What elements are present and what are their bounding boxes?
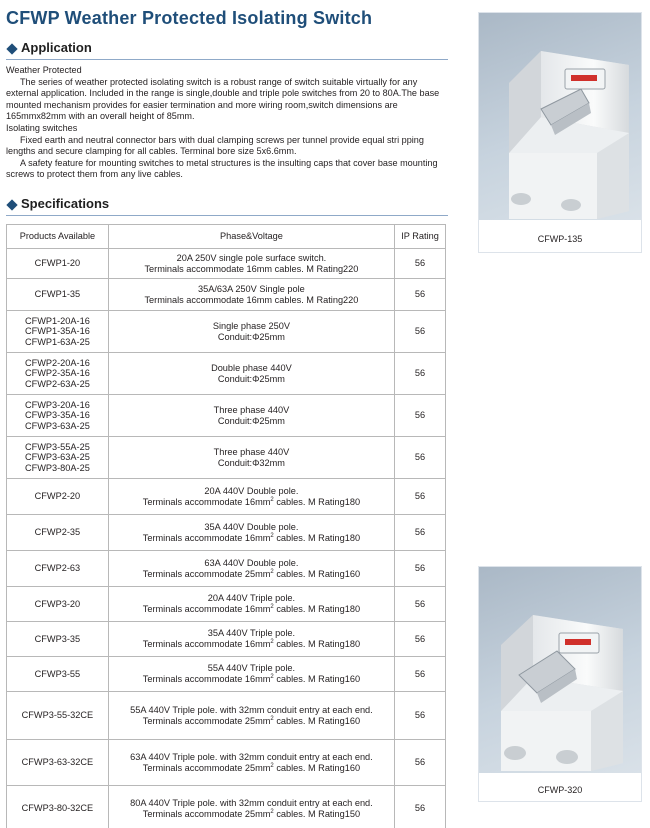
- table-row: [7, 353, 446, 395]
- spec-line-2a: Terminals accommodate 25mm: [142, 808, 271, 819]
- isolating-switches-subheading: Isolating switches: [6, 122, 78, 133]
- product-photo-cfwp-320: [478, 566, 642, 802]
- spec-line-2b: cables. M Rating160: [273, 715, 361, 726]
- superscript-2: 2: [270, 496, 274, 503]
- product-cell: CFWP1-35: [7, 279, 109, 311]
- spec-line-2b: cables. M Rating180: [273, 496, 361, 507]
- phase-voltage-cell: [108, 353, 394, 395]
- spec-line-2a: Terminals accommodate 25mm: [142, 715, 271, 726]
- phase-voltage-cell: [108, 740, 394, 786]
- spec-line-1: 20A 250V single pole surface switch.: [176, 252, 327, 263]
- spec-line-2a: Terminals accommodate 16mm: [142, 674, 271, 684]
- column-header-products: Products Available: [7, 225, 109, 249]
- superscript-2: 2: [270, 715, 274, 722]
- isolating-switch-image: [479, 13, 641, 220]
- table-header-row: [7, 225, 446, 249]
- phase-voltage-cell: [108, 692, 394, 740]
- spec-line-1: Double phase 440V: [211, 362, 292, 373]
- spec-line-1: 63A 440V Double pole.: [204, 557, 299, 568]
- spec-line-1: Single phase 250V: [212, 320, 290, 331]
- product-cell: CFWP3-55-32CE: [7, 692, 109, 740]
- ip-rating-cell: 56: [395, 395, 446, 437]
- ip-rating-cell: 56: [395, 249, 446, 279]
- product-cell: CFWP2-63: [7, 551, 109, 587]
- phase-voltage-cell: [108, 515, 394, 551]
- spec-line-2a: Terminals accommodate 25mm: [142, 762, 271, 773]
- spec-line-2b: cables. M Rating150: [273, 808, 361, 819]
- spec-line-2: Terminals accommodate 16mm cables. M Rating220: [144, 263, 359, 274]
- superscript-2: 2: [270, 673, 274, 680]
- spec-line-2a: Terminals accommodate 16mm: [142, 496, 271, 507]
- product-cell: CFWP3-80-32CE: [7, 786, 109, 828]
- specifications-table: [6, 224, 446, 828]
- ip-rating-cell: 56: [395, 692, 446, 740]
- phase-voltage-cell: [108, 551, 394, 587]
- spec-line-2b: cables. M Rating180: [273, 532, 361, 543]
- table-row: [7, 740, 446, 786]
- application-paragraph-3: A safety feature for mounting switches to metal structures is the insulting caps that cover base mounting screws to protect them from any live cables.: [6, 157, 438, 180]
- superscript-2: 2: [270, 532, 274, 539]
- ip-rating-cell: 56: [395, 437, 446, 479]
- column-header-phase-voltage: Phase&Voltage: [108, 225, 394, 249]
- spec-line-2b: cables. M Rating180: [273, 639, 361, 649]
- product-cell: CFWP2-20: [7, 479, 109, 515]
- table-row: [7, 395, 446, 437]
- photo-background: [479, 13, 641, 220]
- phase-voltage-cell: [108, 311, 394, 353]
- application-heading: [6, 40, 448, 60]
- product-cell: CFWP1-20: [7, 249, 109, 279]
- application-text: [6, 65, 450, 181]
- product-cell: CFWP1-20A-16 CFWP1-35A-16 CFWP1-63A-25: [7, 311, 109, 353]
- product-cell: CFWP3-55: [7, 657, 109, 692]
- spec-line-1: 35A 440V Triple pole.: [207, 628, 296, 639]
- ip-rating-cell: 56: [395, 587, 446, 622]
- phase-voltage-cell: [108, 479, 394, 515]
- column-header-ip-rating: IP Rating: [395, 225, 446, 249]
- table-row: [7, 437, 446, 479]
- ip-rating-cell: 56: [395, 515, 446, 551]
- page-title: CFWP Weather Protected Isolating Switch: [6, 8, 373, 28]
- photo-caption: CFWP-320: [537, 785, 583, 795]
- superscript-2: 2: [270, 808, 274, 815]
- spec-line-1: Three phase 440V: [213, 404, 290, 415]
- spec-line-1: Three phase 440V: [213, 446, 290, 457]
- product-photo-cfwp-135: [478, 12, 642, 253]
- specifications-heading: [6, 196, 448, 216]
- table-row: [7, 515, 446, 551]
- ip-rating-cell: 56: [395, 786, 446, 828]
- table-row: [7, 479, 446, 515]
- spec-line-2a: Terminals accommodate 16mm: [142, 532, 271, 543]
- superscript-2: 2: [270, 568, 274, 575]
- phase-voltage-cell: [108, 657, 394, 692]
- table-row: [7, 657, 446, 692]
- spec-line-2: Conduit:Φ25mm: [217, 415, 285, 426]
- product-cell: CFWP2-20A-16 CFWP2-35A-16 CFWP2-63A-25: [7, 353, 109, 395]
- spec-line-2a: Terminals accommodate 25mm: [142, 568, 271, 579]
- spec-line-1: 35A/63A 250V Single pole: [198, 283, 305, 294]
- product-cell: CFWP3-63-32CE: [7, 740, 109, 786]
- phase-voltage-cell: [108, 786, 394, 828]
- application-paragraph-2: Fixed earth and neutral connector bars with dual clamping screws per tunnel provide equal stri pping lengths and secure clamping for all cables. Terminal bore size 5x6.6mm.: [6, 134, 424, 157]
- spec-line-2: Conduit:Φ25mm: [217, 373, 285, 384]
- application-heading-label: Application: [21, 40, 92, 55]
- superscript-2: 2: [270, 603, 274, 610]
- spec-line-2b: cables. M Rating160: [273, 674, 361, 684]
- table-row: [7, 551, 446, 587]
- phase-voltage-cell: [108, 622, 394, 657]
- product-cell: CFWP2-35: [7, 515, 109, 551]
- table-row: [7, 622, 446, 657]
- phase-voltage-cell: [108, 395, 394, 437]
- spec-line-2: Conduit:Φ25mm: [217, 331, 285, 342]
- table-row: [7, 311, 446, 353]
- spec-line-1: 20A 440V Triple pole.: [207, 593, 296, 604]
- spec-line-2: Terminals accommodate 16mm cables. M Rating220: [144, 294, 359, 305]
- phase-voltage-cell: [108, 249, 394, 279]
- table-row: [7, 587, 446, 622]
- spec-line-2a: Terminals accommodate 16mm: [142, 604, 271, 614]
- table-row: [7, 786, 446, 828]
- product-cell: CFWP3-35: [7, 622, 109, 657]
- product-cell: CFWP3-55A-25 CFWP3-63A-25 CFWP3-80A-25: [7, 437, 109, 479]
- specifications-heading-label: Specifications: [21, 196, 110, 211]
- ip-rating-cell: 56: [395, 479, 446, 515]
- table-row: [7, 692, 446, 740]
- phase-voltage-cell: [108, 437, 394, 479]
- product-cell: CFWP3-20A-16 CFWP3-35A-16 CFWP3-63A-25: [7, 395, 109, 437]
- spec-line-2: Conduit:Φ32mm: [217, 457, 285, 468]
- table-row: [7, 249, 446, 279]
- photo-caption: CFWP-135: [537, 234, 583, 244]
- spec-line-1: 55A 440V Triple pole. with 32mm conduit entry at each end.: [130, 704, 373, 715]
- ip-rating-cell: 56: [395, 311, 446, 353]
- spec-line-1: 35A 440V Double pole.: [204, 521, 299, 532]
- ip-rating-cell: 56: [395, 353, 446, 395]
- superscript-2: 2: [270, 638, 274, 645]
- application-paragraph-1: The series of weather protected isolating switch is a robust range of switch suitable virtually for any external application. Included in the range is single,double and triple pole switches from 20 to 80A.The base mounted mechanism provides for easier termination and more wiring room,switch dimensions are 165mmx82mm with an overall height of 85mm.: [6, 76, 440, 122]
- phase-voltage-cell: [108, 279, 394, 311]
- superscript-2: 2: [270, 762, 274, 769]
- table-row: [7, 279, 446, 311]
- ip-rating-cell: 56: [395, 622, 446, 657]
- spec-line-2b: cables. M Rating160: [273, 568, 361, 579]
- ip-rating-cell: 56: [395, 551, 446, 587]
- weather-protected-subheading: Weather Protected: [6, 65, 82, 75]
- ip-rating-cell: 56: [395, 740, 446, 786]
- ip-rating-cell: 56: [395, 657, 446, 692]
- diamond-bullet-icon: [6, 199, 17, 210]
- spec-line-1: 55A 440V Triple pole.: [207, 663, 296, 674]
- photo-background: [479, 567, 641, 773]
- spec-line-2b: cables. M Rating180: [273, 604, 361, 614]
- spec-line-1: 20A 440V Double pole.: [204, 485, 299, 496]
- spec-line-2b: cables. M Rating160: [273, 762, 361, 773]
- diamond-bullet-icon: [6, 43, 17, 54]
- spec-line-1: 80A 440V Triple pole. with 32mm conduit entry at each end.: [130, 797, 373, 808]
- ip-rating-cell: 56: [395, 279, 446, 311]
- isolating-switch-image: [479, 567, 641, 773]
- phase-voltage-cell: [108, 587, 394, 622]
- spec-line-2a: Terminals accommodate 16mm: [142, 639, 271, 649]
- product-cell: CFWP3-20: [7, 587, 109, 622]
- spec-line-1: 63A 440V Triple pole. with 32mm conduit entry at each end.: [130, 751, 373, 762]
